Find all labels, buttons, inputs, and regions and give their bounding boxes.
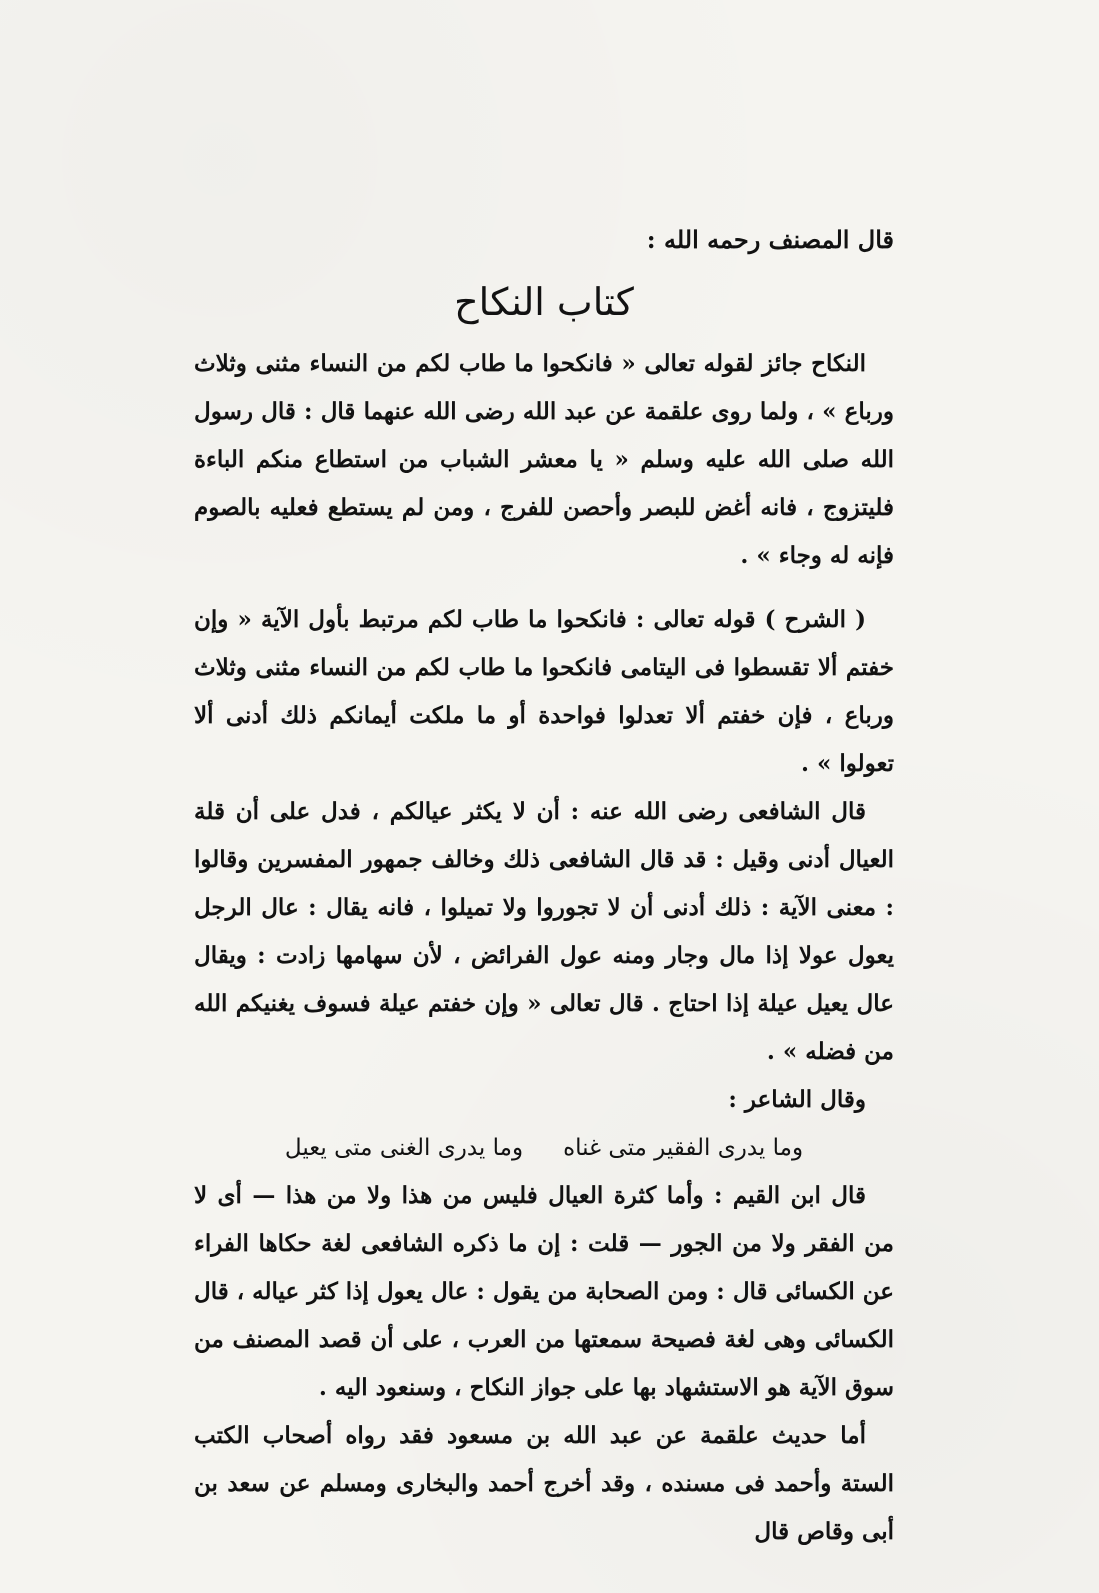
ibn-qayyim-paragraph: قال ابن القيم : وأما كثرة العيال فليس من هذا ولا من هذا — أى لا من الفقر ولا من الجور — قلت : إن ما ذكره الشافعى لغة حكاها الفراء عن الكسائى قال : ومن الصحابة من يقول : عال يعول إذا كثر عياله ، قال الكسائى وهى لغة فصيحة سمعتها من العرب ، على أن قصد المصنف من سوق الآية هو الاستشهاد بها على جواز النكاح ، وسنعود اليه . [194, 1182, 894, 1401]
hadith-source-paragraph: أما حديث علقمة عن عبد الله بن مسعود فقد رواه أصحاب الكتب الستة وأحمد فى مسنده ، وقد أخرج أحمد والبخارى ومسلم عن سعد بن أبى وقاص قال [194, 1422, 894, 1545]
chapter-title: كتاب النكاح [454, 280, 634, 324]
verse-second-half: وما يدرى الغنى متى يعيل [284, 1135, 524, 1161]
commentary-paragraph: ( الشرح ) قوله تعالى : فانكحوا ما طاب لكم مرتبط بأول الآية « وإن خفتم ألا تقسطوا فى اليتامى فانكحوا ما طاب لكم من النساء مثنى وثلاث ورباع ، فإن خفتم ألا تعدلوا فواحدة أو ما ملكت أيمانكم ذلك أدنى ألا تعولوا » . [194, 606, 894, 777]
opening-paragraph: النكاح جائز لقوله تعالى « فانكحوا ما طاب لكم من النساء مثنى وثلاث ورباع » ، ولما روى علقمة عن عبد الله رضى الله عنهما قال : قال رسول الله صلى الله عليه وسلم « يا معشر الشباب من استطاع منكم الباءة فليتزوج ، فانه أغض للبصر وأحصن للفرج ، ومن لم يستطع فعليه بالصوم فإنه له وجاء » . [194, 350, 894, 569]
poet-intro: وقال الشاعر : [728, 1086, 866, 1113]
intro-line: قال المصنف رحمه الله : [646, 225, 894, 254]
section-gap [194, 580, 894, 596]
page-content [194, 220, 894, 1556]
verse-first-half: وما يدرى الفقير متى غناه [563, 1135, 804, 1161]
poetry-verse [194, 1124, 894, 1172]
shafii-paragraph: قال الشافعى رضى الله عنه : أن لا يكثر عيالكم ، فدل على أن قلة العيال أدنى وقيل : قد قال الشافعى ذلك وخالف جمهور المفسرين وقالوا : معنى الآية : ذلك أدنى أن لا تجوروا ولا تميلوا ، فانه يقال : عال الرجل يعول عولا إذا مال وجار ومنه عول الفرائض ، لأن سهامها زادت : ويقال عال يعيل عيلة إذا احتاج . قال تعالى « وإن خفتم عيلة فسوف يغنيكم الله من فضله » . [194, 798, 895, 1065]
